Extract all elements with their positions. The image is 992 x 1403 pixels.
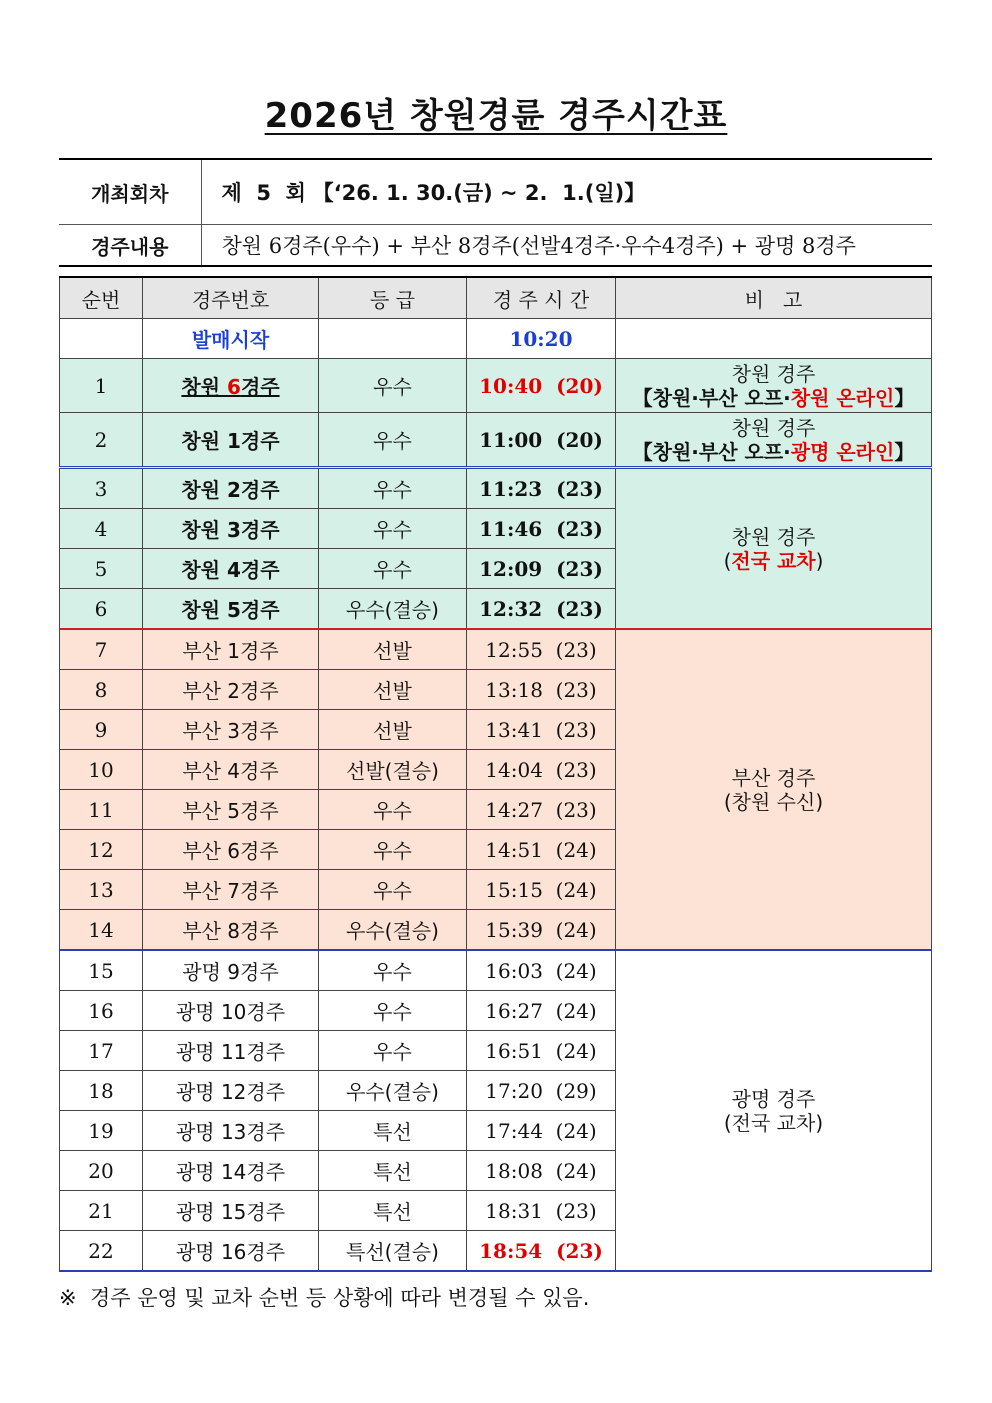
table-row: 11 부산 5경주 우수 14:27 (23) (60, 790, 932, 830)
info-table (59, 158, 932, 267)
round-value: 제 5 회 【‘26. 1. 30.(금) ~ 2. 1.(일)】 (201, 159, 932, 225)
table-row: 19 광명 13경주 특선 17:44 (24) (60, 1111, 932, 1151)
note-3: 창원 경주 (전국 교차) (616, 468, 932, 630)
col-grade: 등 급 (319, 277, 467, 319)
table-row: 2 창원 1경주 우수 11:00 (20) 창원 경주 【창원·부산 오프·광명 온라인】 (60, 413, 932, 468)
note-1: 창원 경주 【창원·부산 오프·창원 온라인】 (616, 359, 932, 413)
start-row (60, 319, 932, 359)
page-title: 2026년 창원경륜 경주시간표 (264, 96, 728, 136)
table-row: 16 광명 10경주 우수 16:27 (24) (60, 991, 932, 1031)
col-order: 순번 (60, 277, 143, 319)
round-label: 개최회차 (59, 159, 201, 225)
col-time: 경 주 시 간 (467, 277, 616, 319)
table-row: 5 창원 4경주 우수 12:09 (23) (60, 549, 932, 589)
table-row: 6 창원 5경주 우수(결승) 12:32 (23) (60, 589, 932, 630)
footer-note: ※ 경주 운영 및 교차 순번 등 상황에 따라 변경될 수 있음. (59, 1286, 590, 1310)
table-row: 3 창원 2경주 우수 11:23 (23) 창원 경주 (전국 교차) (60, 468, 932, 509)
header-row (60, 277, 932, 319)
table-row: 7 부산 1경주 선발 12:55 (23) 부산 경주 (창원 수신) (60, 629, 932, 670)
note-2: 창원 경주 【창원·부산 오프·광명 온라인】 (616, 413, 932, 468)
table-row: 9 부산 3경주 선발 13:41 (23) (60, 710, 932, 750)
round-row (59, 159, 932, 225)
start-time: 10:20 (467, 319, 616, 359)
table-row: 1 창원 6경주 우수 10:40 (20) 창원 경주 【창원·부산 오프·창원 온라인】 (60, 359, 932, 413)
table-row: 21 광명 15경주 특선 18:31 (23) (60, 1191, 932, 1231)
schedule-table (59, 276, 932, 1272)
content-label: 경주내용 (59, 225, 201, 267)
table-row: 10 부산 4경주 선발(결승) 14:04 (23) (60, 750, 932, 790)
content-value: 창원 6경주(우수) + 부산 8경주(선발4경주·우수4경주) + 광명 8경주 (221, 234, 856, 258)
start-label: 발매시작 (143, 319, 319, 359)
table-row: 20 광명 14경주 특선 18:08 (24) (60, 1151, 932, 1191)
col-note: 비 고 (616, 277, 932, 319)
table-row: 14 부산 8경주 우수(결승) 15:39 (24) (60, 910, 932, 951)
table-row: 8 부산 2경주 선발 13:18 (23) (60, 670, 932, 710)
table-row: 17 광명 11경주 우수 16:51 (24) (60, 1031, 932, 1071)
table-row: 4 창원 3경주 우수 11:46 (23) (60, 509, 932, 549)
table-row: 22 광명 16경주 특선(결승) 18:54 (23) (60, 1231, 932, 1272)
table-row: 15 광명 9경주 우수 16:03 (24) 광명 경주 (전국 교차) (60, 950, 932, 991)
note-4: 부산 경주 (창원 수신) (616, 629, 932, 950)
table-row: 18 광명 12경주 우수(결승) 17:20 (29) (60, 1071, 932, 1111)
content-row (59, 225, 932, 267)
table-row: 12 부산 6경주 우수 14:51 (24) (60, 830, 932, 870)
col-race: 경주번호 (143, 277, 319, 319)
table-row: 13 부산 7경주 우수 15:15 (24) (60, 870, 932, 910)
note-5: 광명 경주 (전국 교차) (616, 950, 932, 1271)
